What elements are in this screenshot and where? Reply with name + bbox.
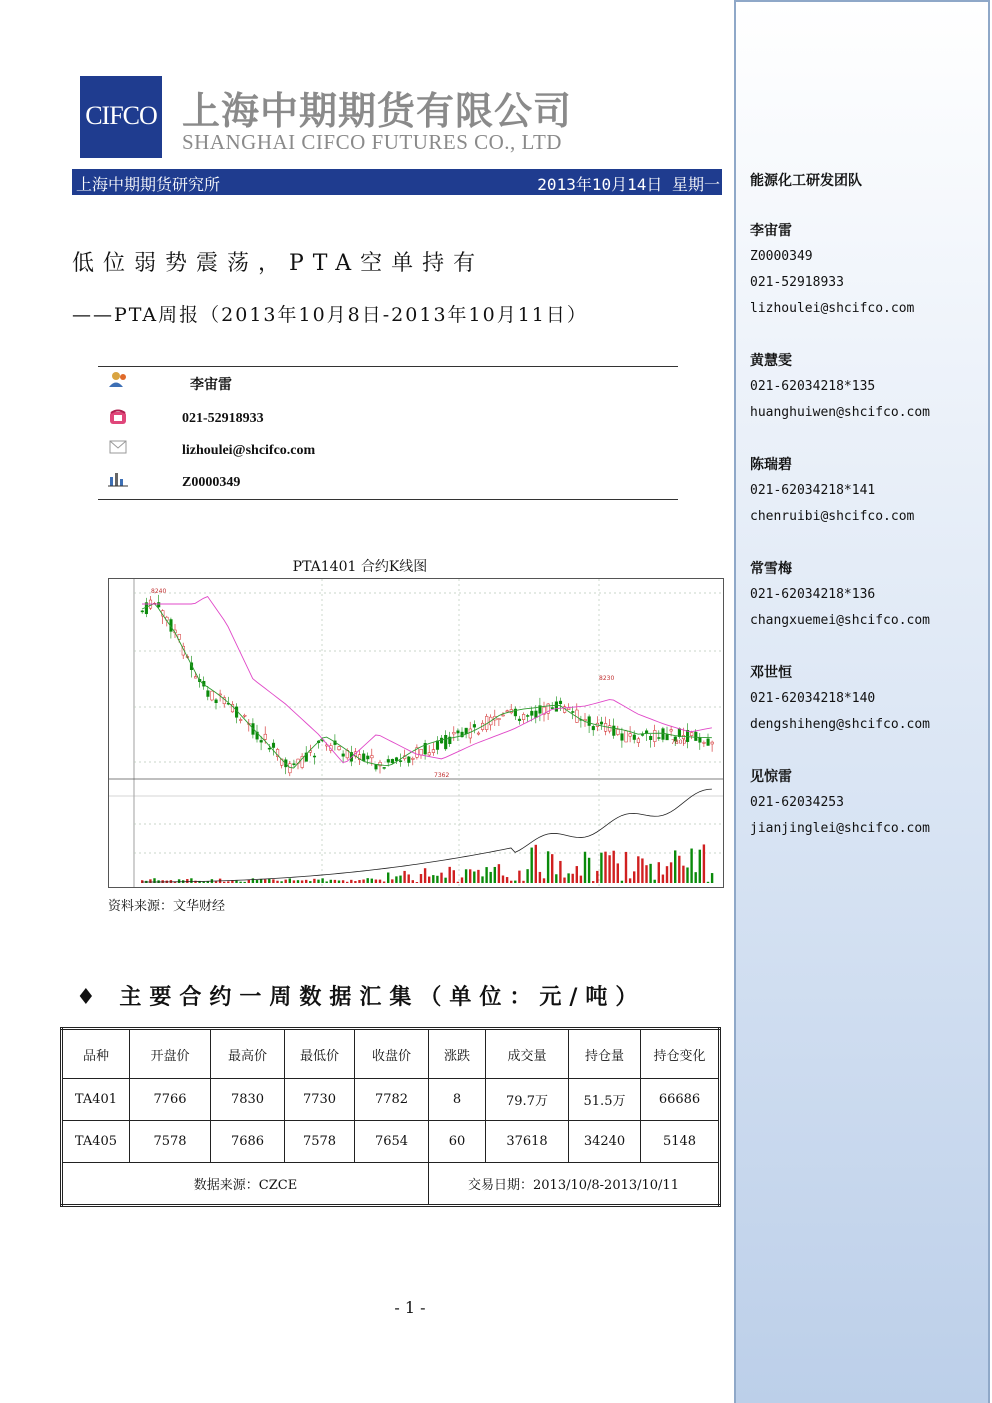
volume-bar <box>473 872 475 883</box>
volume-bar <box>576 866 578 883</box>
volume-bar <box>535 845 537 883</box>
chart-icon <box>108 471 128 487</box>
volume-bar <box>432 875 434 883</box>
volume-bar <box>424 868 426 883</box>
table-header-cell: 最高价 <box>211 1029 285 1079</box>
contact-name: 常雪梅 <box>750 561 792 577</box>
candle-body <box>399 761 402 762</box>
volume-bar <box>326 881 328 883</box>
candle-body <box>617 729 620 734</box>
volume-bar <box>592 881 594 883</box>
candle-body <box>387 759 390 762</box>
volume-bar <box>666 866 668 883</box>
cifco-logo <box>80 76 162 158</box>
volume-bar <box>301 880 303 883</box>
contact-card <box>750 556 930 634</box>
contact-card <box>750 348 930 426</box>
candle-body <box>457 731 460 733</box>
candle-body <box>268 748 271 749</box>
volume-bar <box>313 879 315 883</box>
table-cell: 37618 <box>486 1121 569 1163</box>
volume-bar <box>416 882 418 883</box>
table-footer-row <box>62 1163 720 1206</box>
candle-body <box>645 731 648 734</box>
volume-bar <box>494 867 496 883</box>
candle-body <box>157 602 160 607</box>
volume-bar <box>264 879 266 883</box>
table-cell: 7730 <box>285 1079 355 1121</box>
candle-body <box>658 738 661 739</box>
volume-bar <box>658 862 660 883</box>
logo-mark: CIFCO <box>85 101 157 130</box>
chart-mark-high: 8240 <box>151 588 167 595</box>
candle-body <box>436 741 439 750</box>
contract-data-table <box>60 1027 721 1207</box>
volume-bar <box>358 880 360 883</box>
contact-license: Z0000349 <box>750 249 813 264</box>
contact-email: jianjinglei@shcifco.com <box>750 821 931 836</box>
volume-bar <box>498 864 500 883</box>
candle-body <box>654 730 657 741</box>
candle-body <box>194 677 197 678</box>
volume-bar <box>403 871 405 883</box>
volume-bar <box>703 844 705 883</box>
candle-body <box>531 711 534 715</box>
volume-bar <box>514 881 516 883</box>
candle-body <box>477 733 480 734</box>
candle-body <box>621 734 624 741</box>
volume-bar <box>551 854 553 883</box>
volume-bar <box>375 880 377 883</box>
volume-bar <box>190 878 192 883</box>
candle-body <box>498 718 501 719</box>
candle-body <box>375 764 378 769</box>
volume-bar <box>613 851 615 883</box>
candle-body <box>444 735 447 749</box>
candle-body <box>649 736 652 739</box>
volume-bar <box>317 880 319 883</box>
contact-card <box>750 452 914 530</box>
volume-bar <box>695 872 697 883</box>
institute-name: 上海中期期货研究所 <box>76 175 221 194</box>
candle-body <box>567 708 570 710</box>
volume-bar <box>367 878 369 883</box>
report-title: 低位弱势震荡，PTA空单持有 <box>72 251 485 276</box>
candle-body <box>551 708 554 709</box>
candle-body <box>522 714 525 719</box>
candle-body <box>502 715 505 716</box>
candle-body <box>412 758 415 759</box>
volume-bar <box>543 878 545 883</box>
table-header-cell: 品种 <box>62 1029 130 1079</box>
candle-body <box>678 729 681 737</box>
volume-bar <box>600 853 602 883</box>
kline-chart <box>108 578 724 888</box>
report-date: 2013年10月14日 星期一 <box>537 175 720 194</box>
volume-bar <box>387 872 389 883</box>
volume-bar <box>457 882 459 883</box>
volume-bar <box>649 864 651 883</box>
candle-body <box>465 728 468 734</box>
contact-name: 邓世恒 <box>750 665 792 681</box>
phone-icon <box>108 409 128 425</box>
candle-body <box>293 764 296 765</box>
table-cell: 7766 <box>130 1079 211 1121</box>
volume-bar <box>207 881 209 883</box>
candle-body <box>600 722 603 724</box>
volume-bar <box>252 878 254 883</box>
volume-bar <box>686 867 688 883</box>
volume-bar <box>346 882 348 883</box>
volume-bar <box>547 851 549 883</box>
candle-body <box>469 729 472 738</box>
candle-body <box>506 711 509 712</box>
volume-bar <box>522 881 524 883</box>
data-source-cell: 数据来源：CZCE <box>62 1163 429 1206</box>
volume-bar <box>293 880 295 883</box>
volume-bar <box>453 870 455 883</box>
candle-body <box>432 750 435 753</box>
volume-bar <box>235 881 237 883</box>
table-cell: 7830 <box>211 1079 285 1121</box>
header-bar <box>72 169 722 195</box>
volume-bar <box>391 879 393 883</box>
candle-body <box>608 726 611 731</box>
table-cell: 51.5万 <box>569 1079 641 1121</box>
candle-body <box>313 756 316 757</box>
volume-bar <box>285 880 287 883</box>
volume-bar <box>469 869 471 883</box>
volume-bar <box>711 873 713 883</box>
volume-bar <box>362 880 364 883</box>
report-subtitle: ——PTA周报（2013年10月8日-2013年10月11日） <box>72 304 588 326</box>
table-cell: 34240 <box>569 1121 641 1163</box>
table-header-cell: 持仓变化 <box>641 1029 720 1079</box>
table-cell: 60 <box>429 1121 486 1163</box>
candle-body <box>588 717 591 726</box>
volume-bar <box>408 874 410 883</box>
chart-source: 资料来源：文华财经 <box>108 899 226 914</box>
volume-bar <box>305 880 307 883</box>
table-cell: 7578 <box>130 1121 211 1163</box>
volume-bar <box>502 876 504 883</box>
candle-body <box>207 691 210 697</box>
volume-bar <box>690 849 692 883</box>
table-cell: TA401 <box>62 1079 130 1121</box>
chart-mark-peak: 8230 <box>599 675 615 682</box>
candle-body <box>272 743 275 747</box>
candle-body <box>264 734 267 739</box>
volume-bar <box>178 879 180 883</box>
volume-bar <box>244 882 246 883</box>
candle-body <box>367 756 370 759</box>
volume-bar <box>674 850 676 883</box>
volume-bar <box>490 872 492 883</box>
section-title: ♦ 主要合约一周数据汇集（单位：元/吨） <box>76 984 646 1010</box>
volume-bar <box>625 852 627 883</box>
volume-bar <box>506 877 508 883</box>
table-cell: 7782 <box>355 1079 429 1121</box>
table-header-cell: 最低价 <box>285 1029 355 1079</box>
team-sidebar <box>734 0 990 1403</box>
candle-body <box>690 733 693 736</box>
candle-body <box>526 715 529 716</box>
volume-bar <box>334 880 336 883</box>
candle-body <box>342 754 345 756</box>
candle-body <box>428 753 431 755</box>
contact-email: dengshiheng@shcifco.com <box>750 717 931 732</box>
volume-bar <box>354 881 356 883</box>
volume-bar <box>588 858 590 883</box>
candle-body <box>371 756 374 758</box>
author-info <box>98 366 678 500</box>
candle-body <box>383 767 386 768</box>
volume-bar <box>223 882 225 883</box>
author-email: lizhoulei@shcifco.com <box>182 443 316 458</box>
company-name-en: SHANGHAI CIFCO FUTURES CO., LTD <box>182 130 562 154</box>
candle-body <box>420 749 423 755</box>
volume-bar <box>678 856 680 883</box>
author-phone: 021-52918933 <box>182 411 264 426</box>
volume-bar <box>350 880 352 883</box>
volume-bar <box>539 872 541 883</box>
volume-bar <box>186 879 188 883</box>
table-row <box>62 1121 720 1163</box>
volume-bar <box>555 874 557 883</box>
chart-mark-last: 7800 <box>671 739 687 746</box>
volume-bar <box>309 881 311 883</box>
volume-bar <box>449 867 451 883</box>
candle-body <box>629 734 632 736</box>
volume-bar <box>645 865 647 883</box>
volume-bar <box>629 878 631 883</box>
contact-name: 黄慧雯 <box>750 353 792 369</box>
table-cell: TA405 <box>62 1121 130 1163</box>
volume-bar <box>289 878 291 883</box>
table-header-cell: 开盘价 <box>130 1029 211 1079</box>
contact-phone: 021-52918933 <box>750 275 844 290</box>
table-cell: 8 <box>429 1079 486 1121</box>
volume-bar <box>485 867 487 883</box>
volume-bar <box>563 878 565 883</box>
candle-body <box>141 611 144 612</box>
author-name: 李宙雷 <box>190 378 232 393</box>
candle-body <box>699 738 702 743</box>
contact-phone: 021-62034218*136 <box>750 587 876 602</box>
candle-body <box>572 711 575 712</box>
chart-caption: PTA1401 合约K线图 <box>292 559 428 575</box>
contact-name: 见惊雷 <box>750 769 792 785</box>
volume-bar <box>510 881 512 883</box>
candle-body <box>239 719 242 720</box>
volume-bar <box>584 852 586 883</box>
contact-email: lizhoulei@shcifco.com <box>750 301 915 316</box>
volume-bar <box>383 882 385 883</box>
candle-body <box>641 734 644 735</box>
volume-bar <box>572 874 574 883</box>
volume-bar <box>399 876 401 883</box>
volume-bar <box>559 861 561 883</box>
volume-bar <box>580 876 582 883</box>
volume-bar <box>338 880 340 883</box>
candle-body <box>637 739 640 743</box>
volume-bar <box>699 850 701 883</box>
volume-bar <box>297 880 299 883</box>
volume-bar <box>395 876 397 883</box>
volume-bar <box>477 870 479 883</box>
volume-bar <box>481 876 483 883</box>
candle-body <box>391 759 394 763</box>
candle-body <box>518 719 521 721</box>
volume-bar <box>342 880 344 883</box>
volume-bar <box>371 879 373 883</box>
contact-email: changxuemei@shcifco.com <box>750 613 931 628</box>
volume-bar <box>670 862 672 883</box>
volume-bar <box>654 880 656 883</box>
volume-bar <box>461 877 463 883</box>
table-row <box>62 1079 720 1121</box>
volume-bar <box>662 875 664 883</box>
volume-bar <box>608 855 610 883</box>
candle-body <box>244 715 247 716</box>
volume-bar <box>215 881 217 883</box>
contact-name: 李宙雷 <box>750 223 792 239</box>
contact-card <box>750 218 914 322</box>
volume-bar <box>637 856 639 883</box>
candle-body <box>695 732 698 741</box>
table-cell: 79.7万 <box>486 1079 569 1121</box>
author-license: Z0000349 <box>182 475 241 490</box>
volume-bar <box>321 878 323 883</box>
candle-body <box>395 758 398 761</box>
volume-bar <box>444 878 446 883</box>
table-cell: 7578 <box>285 1121 355 1163</box>
trade-date-cell: 交易日期：2013/10/8-2013/10/11 <box>429 1163 720 1206</box>
volume-bar <box>276 881 278 883</box>
contact-name: 陈瑞碧 <box>750 457 792 473</box>
contact-email: huanghuiwen@shcifco.com <box>750 405 931 420</box>
candle-body <box>289 764 292 773</box>
volume-bar <box>203 882 205 883</box>
volume-bar <box>617 863 619 883</box>
volume-bar <box>682 866 684 883</box>
candle-body <box>584 719 587 720</box>
volume-bar <box>707 882 709 883</box>
volume-bar <box>621 881 623 883</box>
candle-body <box>662 729 665 740</box>
table-cell: 7686 <box>211 1121 285 1163</box>
company-name-cn: 上海中期期货有限公司 <box>182 89 573 133</box>
candle-body <box>362 754 365 761</box>
table-cell: 66686 <box>641 1079 720 1121</box>
contact-card <box>750 764 930 842</box>
volume-bar <box>280 881 282 883</box>
volume-bar <box>149 879 151 883</box>
volume-bar <box>641 858 643 883</box>
volume-bar <box>330 880 332 883</box>
volume-bar <box>256 880 258 883</box>
contact-phone: 021-62034218*141 <box>750 483 876 498</box>
volume-bar <box>420 874 422 883</box>
volume-bar <box>440 873 442 883</box>
contact-email: chenruibi@shcifco.com <box>750 509 915 524</box>
volume-bar <box>379 880 381 883</box>
volume-bar <box>633 871 635 883</box>
mail-icon <box>108 439 128 455</box>
volume-bar <box>428 877 430 883</box>
chart-mark-low: 7362 <box>434 772 450 779</box>
candle-body <box>211 691 214 700</box>
table-cell: 7654 <box>355 1121 429 1163</box>
volume-bar <box>272 879 274 883</box>
candle-body <box>686 730 689 741</box>
candle-body <box>215 700 218 703</box>
volume-bar <box>531 848 533 883</box>
table-cell: 5148 <box>641 1121 720 1163</box>
volume-bar <box>248 880 250 883</box>
candle-body <box>338 747 341 750</box>
team-name: 能源化工研发团队 <box>750 173 862 189</box>
candle-body <box>473 724 476 727</box>
candle-body <box>260 740 263 742</box>
contact-phone: 021-62034218*140 <box>750 691 876 706</box>
candle-body <box>408 757 411 763</box>
table-header-cell: 成交量 <box>486 1029 569 1079</box>
candle-body <box>633 735 636 740</box>
page-number: - 1 - <box>394 1298 426 1317</box>
candle-body <box>613 726 616 736</box>
candle-body <box>555 702 558 712</box>
volume-bar <box>465 869 467 883</box>
candle-body <box>670 730 673 731</box>
volume-bar <box>260 879 262 883</box>
candle-body <box>625 731 628 742</box>
candle-body <box>592 726 595 730</box>
candle-body <box>559 701 562 704</box>
volume-bar <box>239 882 241 883</box>
contact-phone: 021-62034253 <box>750 795 844 810</box>
candle-body <box>535 711 538 718</box>
volume-bar <box>596 871 598 883</box>
volume-bar <box>227 881 229 883</box>
table-header-cell: 收盘价 <box>355 1029 429 1079</box>
volume-bar <box>436 876 438 883</box>
table-header-cell: 涨跌 <box>429 1029 486 1079</box>
person-icon <box>108 371 128 387</box>
volume-bar <box>412 880 414 883</box>
table-header-cell: 持仓量 <box>569 1029 641 1079</box>
table-header-row <box>62 1029 720 1079</box>
volume-bar <box>518 871 520 883</box>
volume-bar <box>604 852 606 883</box>
contact-card <box>750 660 930 738</box>
volume-bar <box>526 869 528 883</box>
kline-chart-svg <box>109 579 723 887</box>
candle-body <box>703 742 706 743</box>
contact-phone: 021-62034218*135 <box>750 379 876 394</box>
candle-body <box>453 732 456 734</box>
candle-body <box>711 742 714 744</box>
volume-bar <box>567 873 569 883</box>
candle-body <box>666 734 669 739</box>
candle-body <box>707 739 710 746</box>
